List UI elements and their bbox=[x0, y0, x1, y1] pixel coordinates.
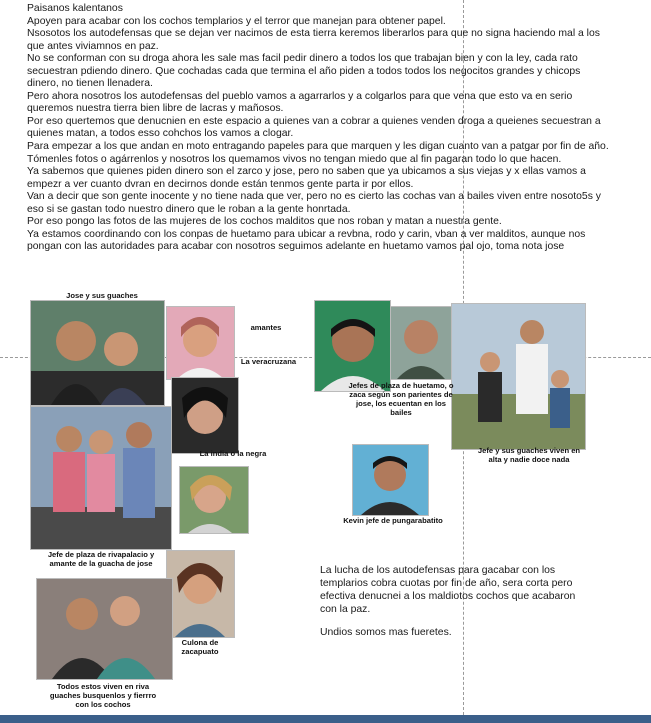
photo-mujer-rubia bbox=[179, 466, 249, 534]
text-line: Van a decir que son gente inocente y no tiene nada que ver, pero no es cierto las cochas van a bailes viven entre nosoto5s y bbox=[27, 191, 601, 203]
text-line: empezr a ver cuanto dvran en decirnos donde están tenmos gente parta ir por ellos. bbox=[27, 178, 414, 190]
text-line: Ya sabemos que quienes piden dinero son el zarco y jose, pero no saben que ya ubicamos a sus viejas y x ellas vamos a bbox=[27, 166, 586, 178]
text-line: Por eso pongo las fotos de las mujeres de los cochos malditos que nos roban y matan a nuestra gente. bbox=[27, 216, 502, 228]
caption-india-negra: La india o la negra bbox=[199, 449, 267, 458]
closing-text bbox=[320, 564, 590, 649]
caption-jefes-huetamo: Jefes de plaza de huetamo, o zaca según son parientes de jose, los ecuentan en los bailes bbox=[348, 381, 454, 417]
text-line: Paisanos kalentanos bbox=[27, 3, 123, 14]
photo-amantes bbox=[166, 306, 235, 380]
caption-kevin: Kevin jefe de pungarabatito bbox=[343, 516, 443, 525]
window-bottom-bar bbox=[0, 715, 651, 723]
text-line: Nsosotos los autodefensas que se dejan ver nacimos de esta tierra keremos liberarlos para que no signa haciendo mal a los bbox=[27, 28, 600, 40]
photo-jefes-huetamo-1 bbox=[314, 300, 391, 392]
photo-jefes-huetamo-2 bbox=[390, 306, 452, 380]
caption-veracruzana: La veracruzana bbox=[240, 357, 297, 366]
caption-jose-guaches: Jose y sus guaches bbox=[66, 291, 138, 300]
caption-jefe-rivapalacio: Jefe de plaza de rivapalacio y amante de la guacha de jose bbox=[47, 550, 155, 568]
body-text bbox=[27, 3, 639, 254]
text-line: Ya estamos coordinando con los conpas de huetamo para ubicar a revbna, rodo y carin, vban a ver malditos, aunque nos bbox=[27, 228, 586, 240]
caption-viven-riva: Todos estos viven en riva guaches busquenlos y fierrro con los cochos bbox=[49, 682, 157, 709]
caption-culona: Culona de zacapuato bbox=[181, 638, 219, 656]
text-line: queremos nuestra tierra bien libre de lacras y mañosos. bbox=[27, 103, 284, 115]
photo-kevin bbox=[352, 444, 429, 516]
photo-culona bbox=[166, 550, 235, 638]
text-line: secuestran pdiendo dinero. Que cochadas cada que termina el año piden a todos todos los negocitos grandes y chicops bbox=[27, 65, 581, 77]
text-line: quienes matan, a todos esso cohchos los vamos a clogar. bbox=[27, 128, 294, 140]
closing-slogan: Undios somos mas fueretes. bbox=[320, 627, 452, 638]
text-line: Para empezar a los que andan en moto entragando papeles para que marquen y les digan cuanto van a patgar por fin de año. bbox=[27, 141, 609, 153]
closing-paragraph: La lucha de los autodefensas para gacabar con los templarios cobra cuotas por fin de año, sera corta pero efectiva denucnei a los maldiotos cochos que acabaron con la paz. bbox=[320, 565, 576, 615]
text-line: eso si se gastan todo nuestro dinero que le roban a la gente honrtada. bbox=[27, 203, 351, 215]
text-line: que antes viviamnos en paz. bbox=[27, 40, 159, 52]
text-line: Por eso quertemos que denucnien en este espacio a quienes van a cobrar a quienes venden droga a queienes secuestran a bbox=[27, 115, 601, 127]
photo-jose-y-guaches bbox=[30, 300, 165, 406]
text-line: Tómenles fotos o agárrenlos y nosotros los quemamos vivos no tengan miedo que al fin pagaran todo lo que hacen. bbox=[27, 153, 562, 165]
photo-jefe-rivapalacio bbox=[30, 406, 172, 550]
photo-la-india bbox=[171, 377, 239, 454]
caption-guaches-alta: Jefe y sus guaches viven en alta y nadie doce nada bbox=[477, 446, 581, 464]
photo-todos-riva bbox=[36, 578, 173, 680]
text-line: pongan con las autoridades para acabar con nosotros seguimos adelante en huetamo vamos pal ojo, toma nota jose bbox=[27, 241, 565, 253]
caption-amantes: amantes bbox=[250, 323, 282, 332]
text-line: Pero ahora nosotros los autodefensas del pueblo vamos a agarrarlos y a colgarlos para que vena que esto va en serio bbox=[27, 90, 573, 102]
photo-jefe-guaches-alta bbox=[451, 303, 586, 450]
text-line: No se conforman con su droga ahora les sale mas facil pedir dinero a todos los que trabajan bien y con la ley, cada rato bbox=[27, 53, 578, 65]
text-line: Apoyen para acabar con los cochos templarios y el terror que manejan para obtener papel. bbox=[27, 15, 446, 27]
text-line: dinero, no tienen llenadera. bbox=[27, 78, 153, 90]
